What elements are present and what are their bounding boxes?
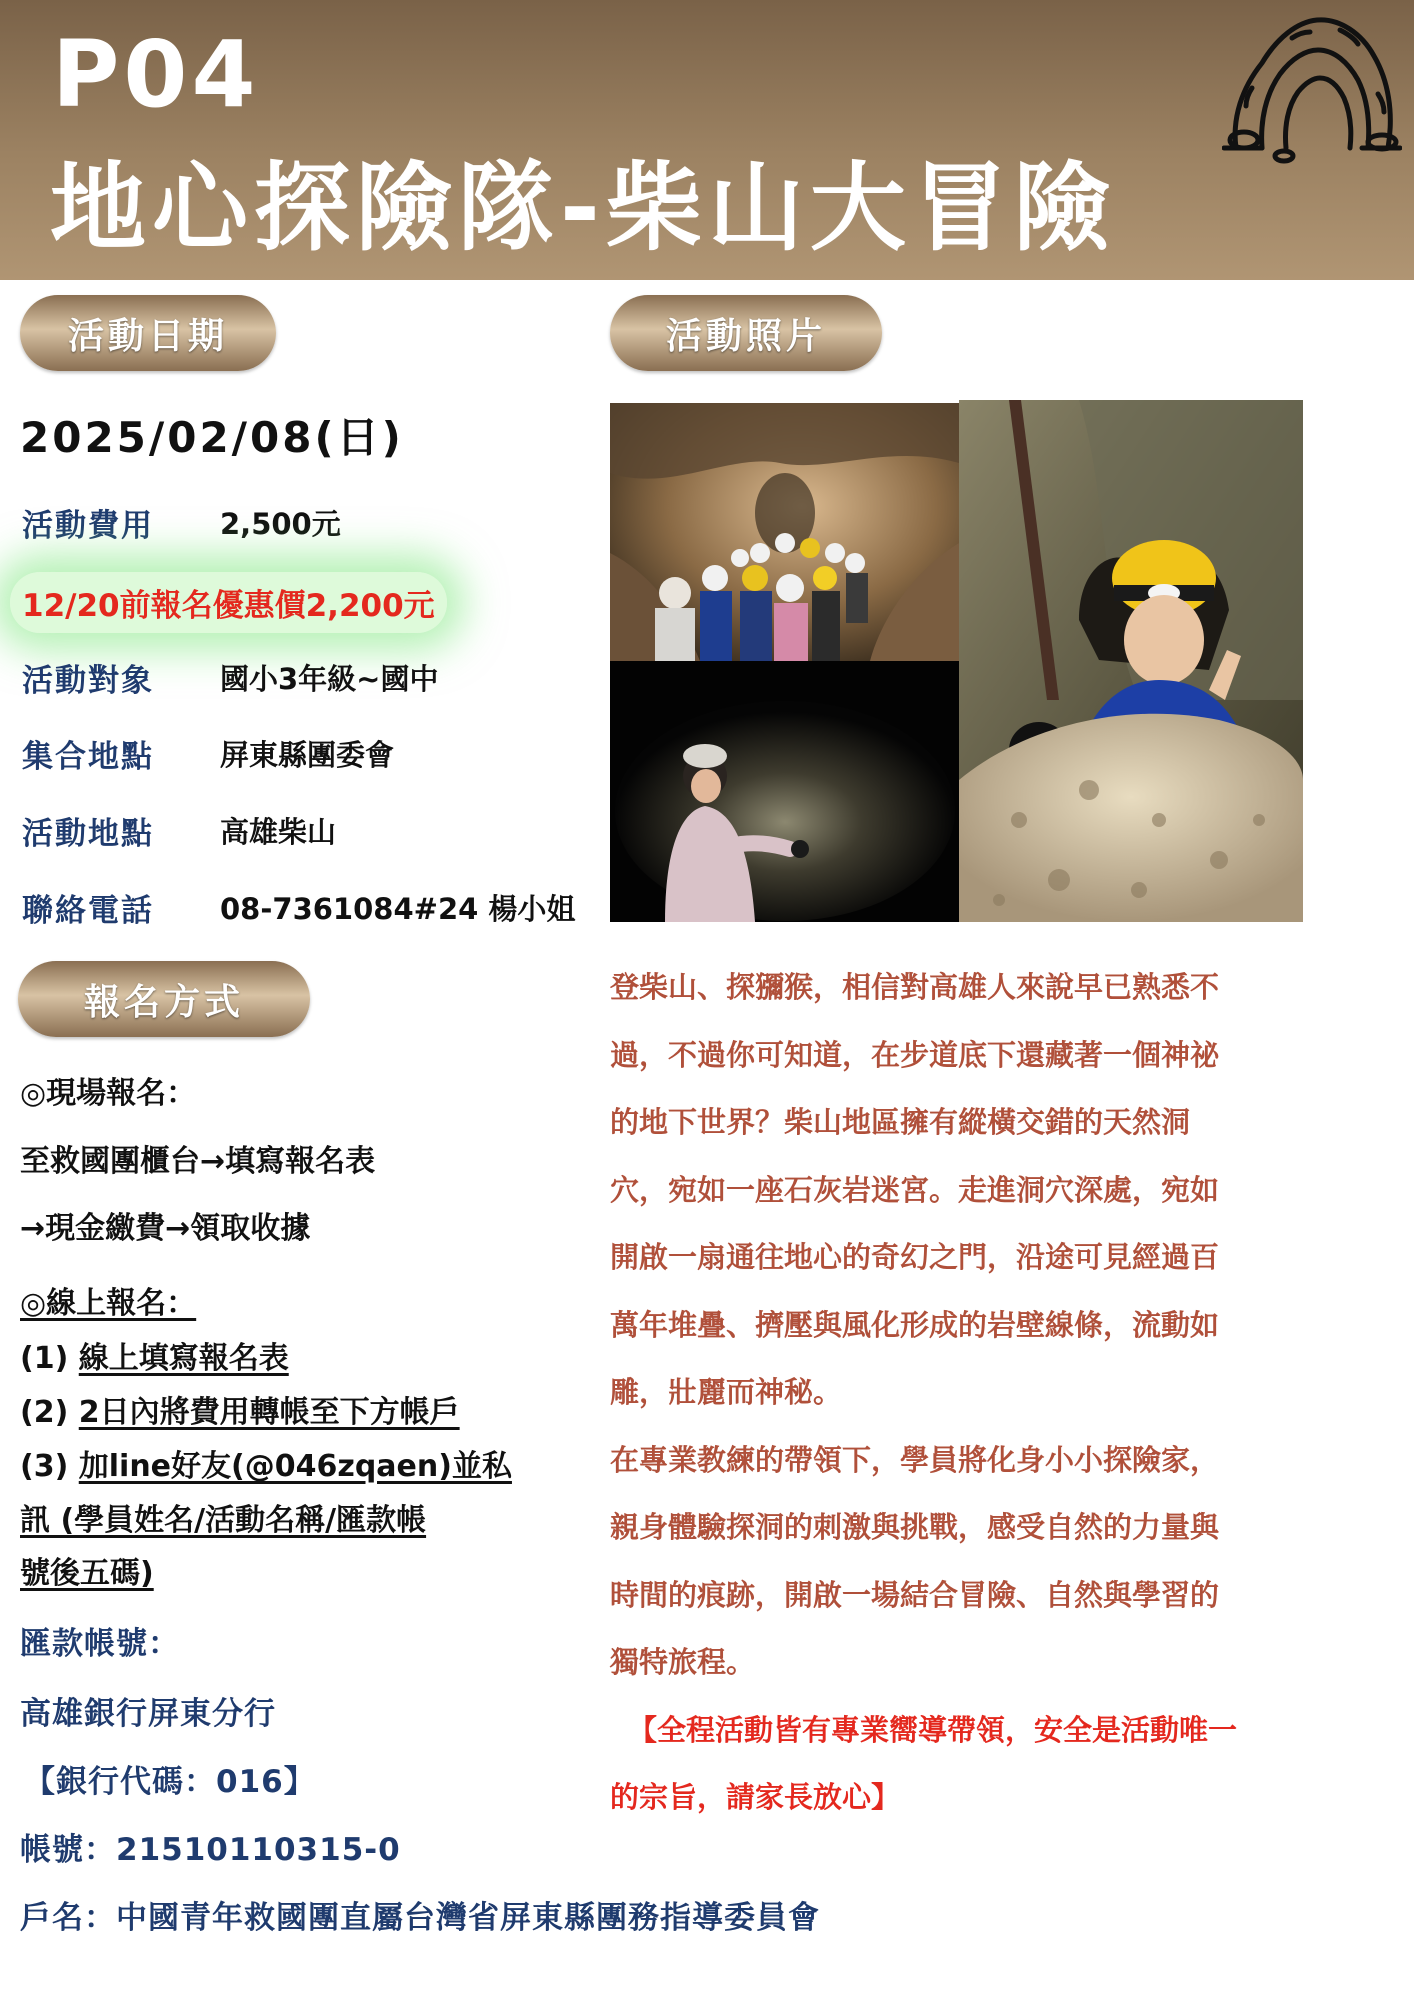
description-line: 親身體驗探洞的刺激與挑戰，感受自然的力量與 — [610, 1510, 1220, 1544]
info-row-meeting-point — [22, 728, 394, 778]
line-friend-link[interactable]: 加line好友(@046zqaen)並私 — [78, 1449, 512, 1484]
info-value: 國小3年級~國中 — [220, 661, 439, 696]
registration-section-heading: 報名方式 — [18, 961, 310, 1037]
online-step-3-line-3: 號後五碼) — [20, 1556, 154, 1591]
info-row-location — [22, 805, 336, 855]
bank-code: 【銀行代碼：016】 — [24, 1764, 316, 1800]
fee-row — [22, 497, 341, 547]
description-line: 時間的痕跡，開啟一場結合冒險、自然與學習的 — [610, 1577, 1220, 1612]
page-title: 地心探險隊-柴山大冒險 — [50, 152, 1116, 264]
description-line: 萬年堆疊、擠壓與風化形成的岩壁線條，流動如 — [610, 1307, 1220, 1342]
online-step-2 — [20, 1387, 460, 1431]
transfer-instruction: 2日內將費用轉帳至下方帳戶 — [78, 1395, 460, 1430]
description-line: 獨特旅程。 — [610, 1645, 756, 1679]
date-section-heading: 活動日期 — [20, 295, 276, 371]
info-value: 高雄柴山 — [220, 814, 337, 849]
photo-boy-climbing-rock — [959, 400, 1303, 922]
info-label: 集合地點 — [22, 738, 154, 775]
description-line: 在專業教練的帶領下，學員將化身小小探險家， — [610, 1442, 1220, 1477]
safety-note-line-1: 【全程活動皆有專業嚮導帶領，安全是活動唯一 — [628, 1712, 1238, 1747]
online-registration-title: ◎線上報名： — [20, 1286, 197, 1321]
account-name: 戶名：中國青年救國團直屬台灣省屏東縣團務指導委員會 — [20, 1900, 820, 1936]
promo-price: 12/20前報名優惠價2,200元 — [10, 572, 447, 633]
cave-icon — [1222, 8, 1402, 164]
bank-name: 高雄銀行屏東分行 — [20, 1696, 276, 1732]
safety-note-line-2: 的宗旨，請家長放心】 — [610, 1780, 901, 1814]
info-row-phone — [22, 882, 575, 932]
info-value: 08-7361084#24 楊小姐 — [220, 891, 576, 926]
description-line: 過，不過你可知道，在步道底下還藏著一個神祕 — [610, 1037, 1220, 1072]
info-label: 活動對象 — [22, 662, 154, 699]
onsite-registration-title: ◎現場報名： — [20, 1076, 197, 1111]
onsite-step-2: →現金繳費→領取收據 — [20, 1211, 311, 1246]
info-row-target — [22, 652, 438, 702]
step-number: (2) — [20, 1395, 69, 1430]
activity-date: 2025/02/08(日) — [20, 413, 404, 462]
photo-group-in-cave — [610, 403, 959, 661]
description-line: 登柴山、探獼猴，相信對高雄人來說早已熟悉不 — [610, 970, 1220, 1004]
description-line: 雕，壯麗而神秘。 — [610, 1375, 843, 1409]
activity-photos — [610, 400, 1303, 922]
info-value: 屏東縣團委會 — [220, 737, 395, 772]
step-number: (1) — [20, 1341, 69, 1376]
description-line: 穴，宛如一座石灰岩迷宮。走進洞穴深處，宛如 — [610, 1172, 1220, 1207]
online-form-link[interactable]: 線上填寫報名表 — [78, 1341, 289, 1376]
fee-label: 活動費用 — [22, 507, 154, 544]
photos-section-heading: 活動照片 — [610, 295, 882, 371]
info-label: 活動地點 — [22, 815, 154, 852]
online-step-3[interactable] — [20, 1441, 512, 1485]
activity-description — [610, 954, 1380, 1832]
fee-value: 2,500元 — [220, 506, 341, 541]
bank-heading: 匯款帳號： — [20, 1626, 180, 1662]
online-step-3-line-2: 訊 (學員姓名/活動名稱/匯款帳 — [20, 1503, 427, 1538]
step-number: (3) — [20, 1449, 69, 1484]
online-step-1[interactable] — [20, 1333, 289, 1377]
header-banner — [0, 0, 1414, 280]
description-line: 的地下世界？柴山地區擁有縱橫交錯的天然洞 — [610, 1105, 1191, 1139]
photo-girl-in-dark-cave — [610, 661, 959, 922]
onsite-step-1: 至救國團櫃台→填寫報名表 — [20, 1144, 376, 1179]
info-label: 聯絡電話 — [22, 892, 154, 929]
activity-code: P04 — [52, 21, 260, 128]
bank-account: 帳號：21510110315-0 — [20, 1832, 401, 1868]
description-line: 開啟一扇通往地心的奇幻之門，沿途可見經過百 — [610, 1240, 1220, 1274]
